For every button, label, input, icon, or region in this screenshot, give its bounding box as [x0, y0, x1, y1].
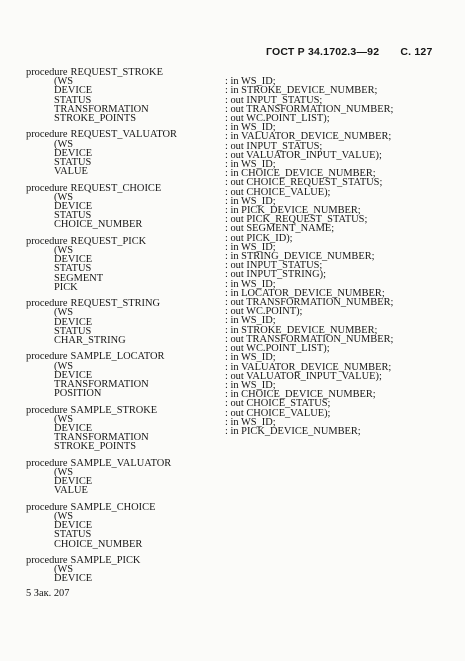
parameter-name: STATUS [54, 210, 92, 222]
procedure-keyword: procedure [26, 182, 68, 194]
parameter-type: : in WS_ID; [225, 379, 276, 391]
parameter-type: : out INPUT_STATUS; [225, 260, 323, 272]
parameter-type: : out TRANSFORMATION_NUMBER; [225, 297, 394, 309]
parameter-type: : in WS_ID; [225, 76, 276, 88]
parameter-name: (WS [54, 138, 74, 150]
parameter-type: : in WS_ID; [225, 352, 276, 364]
procedure-name: REQUEST_PICK [70, 235, 147, 247]
parameter-type: : out INPUT_STRING); [225, 269, 327, 281]
procedure-names-column [26, 68, 226, 591]
parameter-type: : in CHOICE_DEVICE_NUMBER; [225, 168, 376, 180]
parameter-type: : out VALUATOR_INPUT_VALUE); [225, 149, 382, 161]
parameter-name: DEVICE [54, 476, 93, 488]
parameter-type: : out TRANSFORMATION_NUMBER; [225, 333, 394, 345]
parameter-name: VALUE [54, 485, 88, 497]
parameter-type: : out VALUATOR_INPUT_VALUE); [225, 370, 382, 382]
parameter-type: : out CHOICE_STATUS; [225, 398, 331, 410]
parameter-type: : out INPUT_STATUS; [225, 94, 323, 106]
standard-number: ГОСТ Р 34.1702.3—92 [266, 46, 380, 58]
parameter-name: SEGMENT [54, 272, 104, 284]
parameter-type: : in STROKE_DEVICE_NUMBER; [225, 324, 378, 336]
parameter-type: : out WC.POINT_LIST); [225, 113, 330, 125]
procedure-keyword: procedure [26, 457, 68, 469]
procedure-keyword: procedure [26, 298, 68, 310]
parameter-name: (WS [54, 191, 74, 203]
procedure-block [26, 130, 226, 176]
parameter-type: : in PICK_DEVICE_NUMBER; [225, 425, 361, 437]
parameter-name: (WS [54, 511, 74, 523]
parameter-type: : out WC.POINT_LIST); [225, 343, 330, 355]
parameter-name: DEVICE [54, 369, 93, 381]
parameter-type: : in STRING_DEVICE_NUMBER; [225, 251, 375, 263]
parameter-type: : in WS_ID; [225, 122, 276, 134]
procedure-name: REQUEST_STRING [70, 298, 161, 310]
parameter-type: : out WC.POINT); [225, 306, 303, 318]
parameter-types-block [225, 160, 463, 197]
page-number: С. 127 [400, 46, 433, 58]
procedure-name: SAMPLE_LOCATOR [70, 351, 165, 363]
parameter-name: (WS [54, 413, 74, 425]
parameter-type: : out CHOICE_VALUE); [225, 407, 331, 419]
procedure-block [26, 184, 226, 230]
parameter-type: : in LOCATOR_DEVICE_NUMBER; [225, 287, 385, 299]
parameter-name: TRANSFORMATION [54, 379, 149, 391]
procedure-name: SAMPLE_VALUATOR [70, 457, 172, 469]
parameter-types-block [225, 197, 463, 243]
procedure-block [26, 556, 226, 584]
parameter-name: DEVICE [54, 423, 93, 435]
parameter-name: DEVICE [54, 316, 93, 328]
procedure-keyword: procedure [26, 129, 68, 141]
parameter-type: : in WS_ID; [225, 416, 276, 428]
procedure-block [26, 459, 226, 496]
parameter-name: DEVICE [54, 520, 93, 532]
parameter-name: STATUS [54, 529, 92, 541]
parameter-name: TRANSFORMATION [54, 103, 149, 115]
parameter-name: (WS [54, 307, 74, 319]
procedure-keyword: procedure [26, 404, 68, 416]
parameter-type: : in VALUATOR_DEVICE_NUMBER; [225, 361, 392, 373]
parameter-type: : out INPUT_STATUS; [225, 140, 323, 152]
procedure-keyword: procedure [26, 235, 68, 247]
procedure-block [26, 406, 226, 452]
parameter-name: DEVICE [54, 254, 93, 266]
parameter-name: PICK [54, 281, 78, 293]
parameter-types-block [225, 280, 463, 317]
procedure-keyword: procedure [26, 555, 68, 567]
parameter-types-column [225, 76, 463, 437]
parameter-type: : in VALUATOR_DEVICE_NUMBER; [225, 131, 392, 143]
parameter-name: (WS [54, 467, 74, 479]
parameter-type: : in WS_ID; [225, 159, 276, 171]
parameter-type: : in WS_ID; [225, 195, 276, 207]
procedure-name: REQUEST_CHOICE [70, 182, 162, 194]
parameter-name: STROKE_POINTS [54, 113, 136, 125]
parameter-type: : in WS_ID; [225, 241, 276, 253]
parameter-type: : out TRANSFORMATION_NUMBER; [225, 103, 394, 115]
running-header [266, 46, 433, 58]
parameter-type: : out PICK_ID); [225, 232, 293, 244]
parameter-name: DEVICE [54, 85, 93, 97]
procedure-name: REQUEST_STROKE [70, 67, 163, 78]
parameter-name: DEVICE [54, 201, 93, 213]
parameter-types-block [225, 418, 463, 436]
parameter-type: : in CHOICE_DEVICE_NUMBER; [225, 389, 376, 401]
procedure-name: SAMPLE_CHOICE [70, 501, 156, 513]
parameter-name: (WS [54, 360, 74, 372]
parameter-types-block [225, 316, 463, 353]
parameter-name: STATUS [54, 263, 92, 275]
procedure-block [26, 503, 226, 549]
parameter-name: STATUS [54, 157, 92, 169]
parameter-types-block [225, 77, 463, 123]
parameter-name: STATUS [54, 94, 92, 106]
parameter-type: : out PICK_REQUEST_STATUS; [225, 214, 368, 226]
parameter-type: : out SEGMENT_NAME; [225, 223, 335, 235]
parameter-name: CHOICE_NUMBER [54, 538, 143, 550]
parameter-name: TRANSFORMATION [54, 432, 149, 444]
procedure-name: SAMPLE_PICK [70, 555, 141, 567]
parameter-type: : in WS_ID; [225, 315, 276, 327]
parameter-name: POSITION [54, 388, 102, 400]
parameter-types-block [225, 381, 463, 418]
procedure-block [26, 237, 226, 292]
procedure-block [26, 299, 226, 345]
parameter-name: STROKE_POINTS [54, 441, 136, 453]
parameter-name: VALUE [54, 166, 88, 178]
procedure-block [26, 68, 226, 123]
parameter-type: : in PICK_DEVICE_NUMBER; [225, 205, 361, 217]
parameter-types-block [225, 243, 463, 280]
procedure-block [26, 352, 226, 398]
procedure-keyword: procedure [26, 67, 68, 78]
procedure-name: REQUEST_VALUATOR [70, 129, 177, 141]
parameter-name: DEVICE [54, 147, 93, 159]
print-order-note: 5 Зак. 207 [26, 588, 70, 599]
parameter-name: STATUS [54, 325, 92, 337]
procedure-name: SAMPLE_STROKE [70, 404, 158, 416]
parameter-types-block [225, 353, 463, 381]
procedure-keyword: procedure [26, 501, 68, 513]
parameter-name: DEVICE [54, 573, 93, 585]
parameter-type: : out CHOICE_VALUE); [225, 186, 331, 198]
parameter-type: : in STROKE_DEVICE_NUMBER; [225, 85, 378, 97]
parameter-name: (WS [54, 245, 74, 257]
parameter-types-block [225, 123, 463, 160]
parameter-name: (WS [54, 564, 74, 576]
parameter-type: : in WS_ID; [225, 278, 276, 290]
parameter-type: : out CHOICE_REQUEST_STATUS; [225, 177, 383, 189]
parameter-name: (WS [54, 76, 74, 88]
procedure-keyword: procedure [26, 351, 68, 363]
parameter-name: CHAR_STRING [54, 335, 126, 347]
parameter-name: CHOICE_NUMBER [54, 219, 143, 231]
